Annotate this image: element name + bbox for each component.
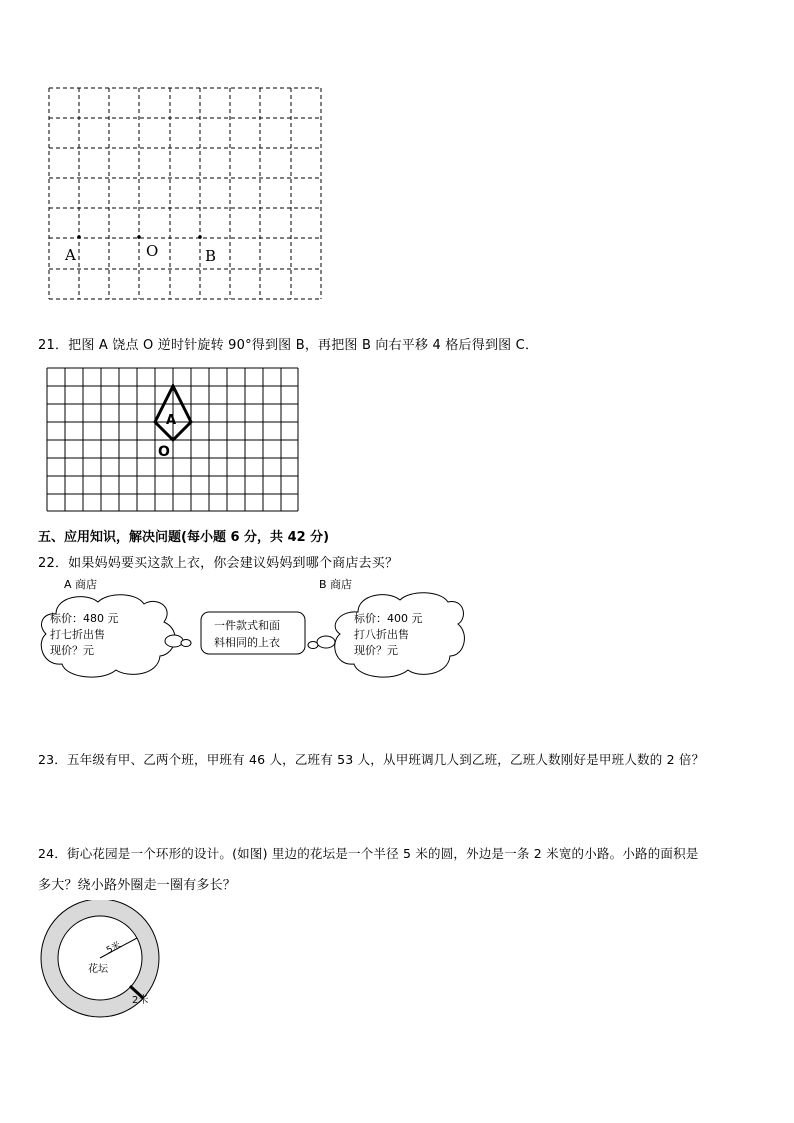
- point-b-label: B: [205, 247, 217, 265]
- center-line-1: 一件款式和面: [214, 619, 280, 632]
- store-b-current-price: 现价？元: [354, 644, 398, 657]
- point-a-dot: [77, 235, 81, 239]
- point-o-label-q21: O: [158, 444, 170, 460]
- store-b-price: 标价：400 元: [354, 612, 423, 625]
- store-a-current-price: 现价？元: [50, 644, 94, 657]
- width-label: 2米: [132, 995, 149, 1006]
- q21-text: 21．把图 A 饶点 O 逆时针旋转 90°得到图 B，再把图 B 向右平移 4 格后得到图 C．: [38, 338, 539, 353]
- point-o-label: O: [146, 242, 159, 260]
- point-o-dot: [137, 235, 141, 239]
- center-line-2: 料相同的上衣: [214, 636, 280, 649]
- radius-label: 5米: [105, 940, 123, 957]
- store-a-price: 标价：480 元: [50, 612, 119, 625]
- q20-dashed-grid: [40, 80, 330, 305]
- store-a-thought-bubble-small: [181, 640, 191, 647]
- garden-label: 花坛: [88, 964, 108, 975]
- section-5-title: 五、应用知识，解决问题(每小题 6 分，共 42 分): [38, 530, 330, 545]
- shape-a-label: A: [166, 413, 177, 428]
- q21-grid-figure: [44, 366, 302, 514]
- q22-text: 22．如果妈妈要买这款上衣，你会建议妈妈到哪个商店去买？: [38, 556, 399, 571]
- q24-text-line-1: 24．街心花园是一个环形的设计。(如图) 里边的花坛是一个半径 5 米的圆，外边是一条 2 米宽的小路。小路的面积是: [38, 846, 699, 861]
- store-a-thought-bubble-large: [165, 635, 183, 647]
- point-a-label: A: [65, 246, 76, 264]
- q24-text-line-2: 多大？绕小路外圈走一圈有多长？: [38, 878, 237, 893]
- store-a-discount: 打七折出售: [50, 628, 105, 641]
- store-b-discount: 打八折出售: [354, 628, 409, 641]
- point-b-dot: [198, 235, 202, 239]
- q22-illustration: [36, 590, 466, 680]
- store-b-thought-bubble-large: [317, 636, 335, 648]
- q23-text: 23．五年级有甲、乙两个班，甲班有 46 人，乙班有 53 人，从甲班调几人到乙班，乙班人数刚好是甲班人数的 2 倍？: [38, 752, 705, 767]
- store-b-title: B 商店: [319, 578, 353, 591]
- store-b-thought-bubble-small: [308, 642, 318, 649]
- q24-ring-figure: [38, 900, 170, 1020]
- store-a-title: A 商店: [64, 578, 98, 591]
